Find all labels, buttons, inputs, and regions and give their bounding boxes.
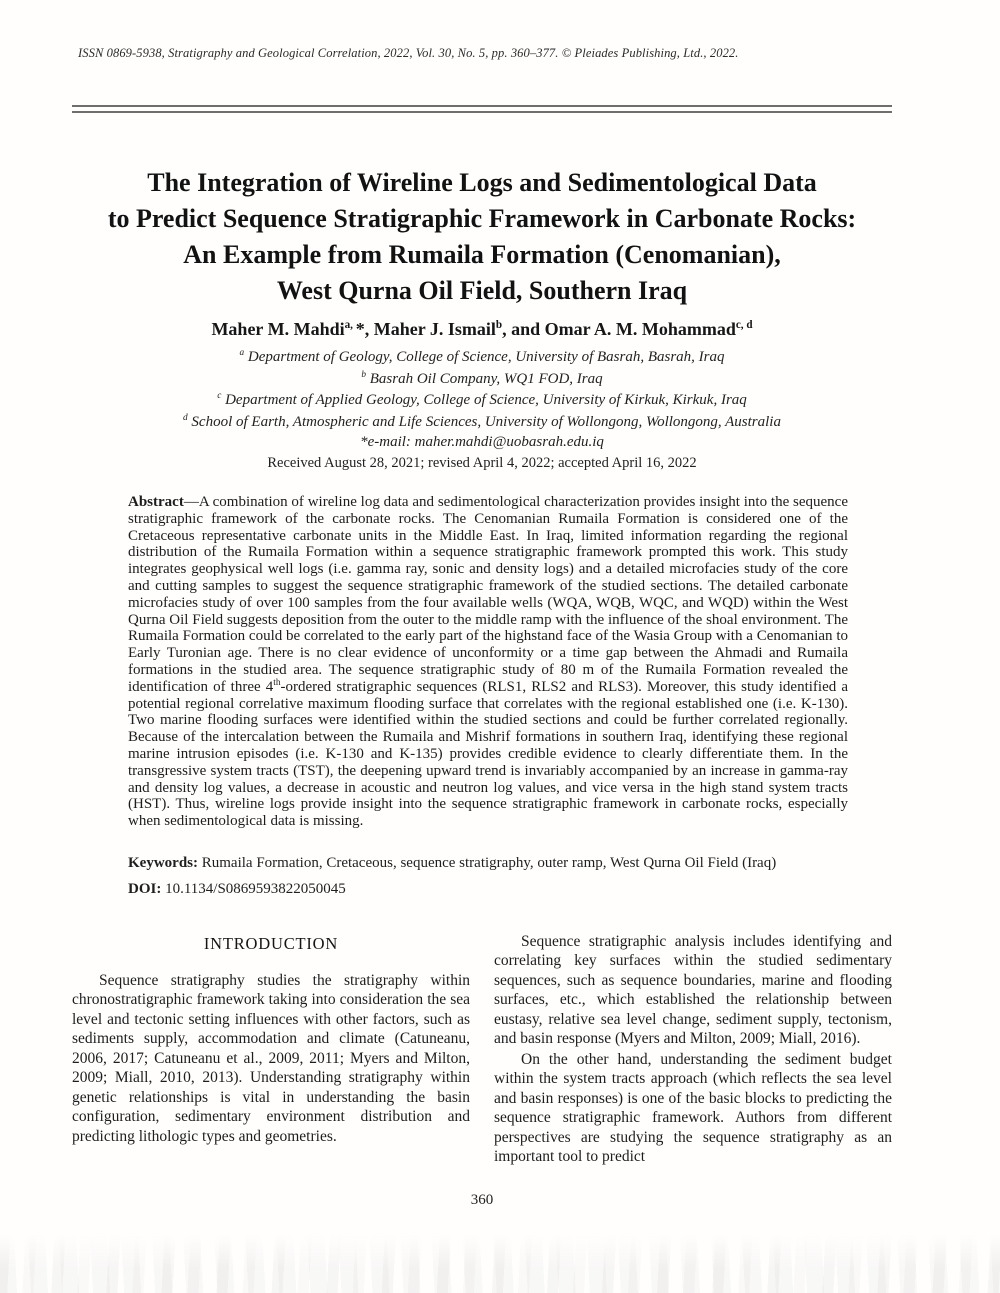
title-line-4: West Qurna Oil Field, Southern Iraq xyxy=(276,276,688,305)
affiliation-mark-b: b xyxy=(361,369,366,380)
author-2: Maher J. Ismail xyxy=(373,319,496,339)
page-content xyxy=(72,0,892,1167)
paper-title xyxy=(72,165,892,309)
author-1: Maher M. Mahdi xyxy=(211,319,345,339)
affiliation-mark-c: c xyxy=(217,391,222,401)
section-heading-introduction: INTRODUCTION xyxy=(203,933,339,953)
title-line-3: An Example from Rumaila Formation (Cenomanian), xyxy=(183,240,781,269)
journal-header-line: ISSN 0869-5938, Stratigraphy and Geological Correlation, 2022, Vol. 30, No. 5, pp. 360–377. © Pleiades Publishing, Ltd., 2022. xyxy=(78,46,739,60)
affiliation-line-b xyxy=(72,369,892,391)
body-columns xyxy=(72,932,892,1167)
email-line: *e-mail: maher.mahdi@uobasrah.edu.iq xyxy=(360,434,604,450)
author-3-affiliation-mark: c, d xyxy=(735,319,753,331)
author-separator: , xyxy=(364,319,374,339)
abstract-text-part1: —A combination of wireline log data and sedimentological characterization provides insight into the sequence stratigraphic framework of the carbonate rocks. The Cenomanian Rumaila Formation is considered one of the Cretaceous representative carbonate units in the Middle East. In Iraq, limited information regarding the regional distribution of the Rumaila Formation within a sequence stratigraphic framework prompted this work. This study integrates geophysical well logs (i.e. gamma ray, sonic and density logs) and a detailed microfacies study of the core and cutting samples to suggest the sequence stratigraphic framework of the studied sections. The detailed carbonate microfacies study of over 100 samples from the four available wells (WQA, WQB, WQC, and WQD) within the West Qurna Oil Field suggests deposition from the outer to the middle ramp with the influence of the shoal environment. The Rumaila Formation could be correlated to the early part of the highstand face of the Wasia Group with a Cenomanian to Early Turonian age. There is no clear evidence of unconformity or a time gap between the Ahmadi and Rumaila formations in the studied area. The sequence stratigraphic study of 80 m of the Rumaila Formation revealed the identification of three 4 xyxy=(128,494,848,695)
body-paragraph: Sequence stratigraphic analysis includes identifying and correlating key surfaces within the studied sedimentary sequences, such as sequence boundaries, marine and flooding surfaces, etc., which established the relationship between eustasy, relative sea level change, sediment supply, tectonism, and basin response (Myers and Milton, 2009; Miall, 2016). xyxy=(494,932,892,1048)
author-1-affiliation-mark: a, xyxy=(344,319,356,331)
keywords-text: Rumaila Formation, Cretaceous, sequence stratigraphy, outer ramp, West Qurna Oil Field (Iraq) xyxy=(198,854,777,871)
ordinal-superscript: th xyxy=(273,677,281,688)
affiliation-mark-a: a xyxy=(239,348,245,358)
affiliation-line-a xyxy=(72,347,892,369)
affiliation-text-a: Department of Geology, College of Science, University of Basrah, Basrah, Iraq xyxy=(244,349,725,365)
corresponding-author-star: * xyxy=(355,319,365,339)
affiliation-mark-d: d xyxy=(183,412,188,423)
author-3: Omar A. M. Mohammad xyxy=(544,319,736,339)
author-2-affiliation-mark: b xyxy=(495,319,503,331)
doi-line xyxy=(128,881,848,898)
affiliation-text-b: Basrah Oil Company, WQ1 FOD, Iraq xyxy=(365,370,603,387)
author-separator: , and xyxy=(502,319,545,339)
affiliation-line-c xyxy=(72,390,892,412)
affiliation-text-c: Department of Applied Geology, College of Science, University of Kirkuk, Kirkuk, Iraq xyxy=(221,392,747,408)
abstract-text-part2: -ordered stratigraphic sequences (RLS1, RLS2 and RLS3). Moreover, this study identified a potential regional correlative maximum flooding surface that correlates with the regional established one (i.e. K-130). Two marine flooding surfaces were identified within the studied sections and could be further correlated regionally. Because of the intercalation between the Rumaila and Mishrif formations in southern Iraq, identifying these regional marine intrusion episodes (i.e. K-130 and K-135) provides credible evidence to clearly differentiate them. In the transgressive system tracts (TST), the deepening upward trend is invariably accompanied by an increase in gamma-ray and density log values, a decrease in acoustic and neutron log values, and vice versa in the high stand system tracts (HST). Thus, wireline logs provide insight into the sequence stratigraphic framework in carbonate rocks, especially when sedimentological data is missing. xyxy=(128,678,848,830)
left-column xyxy=(72,932,470,1167)
keywords-line xyxy=(128,855,848,872)
received-line: Received August 28, 2021; revised April 4, 2022; accepted April 16, 2022 xyxy=(267,455,697,471)
title-line-2: to Predict Sequence Stratigraphic Framework in Carbonate Rocks: xyxy=(107,204,857,233)
scan-edge-artifact xyxy=(0,1221,1000,1293)
doi-label: DOI: xyxy=(128,880,162,897)
right-column xyxy=(494,932,892,1167)
body-paragraph: On the other hand, understanding the sediment budget within the system tracts approach (which reflects the sea level and basin responses) is one of the basic blocks to predicting the sequence stratigraphic framework. Authors from different perspectives are studying the sequence stratigraphy as an important tool to predict xyxy=(494,1050,892,1166)
abstract-label: Abstract xyxy=(128,494,184,510)
header-rule xyxy=(72,105,892,113)
keywords-label: Keywords: xyxy=(128,854,198,871)
affiliation-line-d xyxy=(72,412,892,434)
affiliation-text-d: School of Earth, Atmospheric and Life Sciences, University of Wollongong, Wollongong, Australia xyxy=(187,413,781,430)
page-number: 360 xyxy=(470,1192,494,1208)
title-line-1: The Integration of Wireline Logs and Sedimentological Data xyxy=(147,168,817,197)
body-paragraph: Sequence stratigraphy studies the stratigraphy within chronostratigraphic framework taking into consideration the sea level and tectonic setting influences with other factors, such as sediments supply, accommodation and climate (Catuneanu, 2006, 2017; Catuneanu et al., 2009, 2011; Myers and Milton, 2009; Miall, 2010, 2013). Understanding stratigraphy within genetic relationships is vital in understanding the basin configuration, sedimentary environment distribution and predicting lithologic types and geometries. xyxy=(72,971,470,1145)
affiliations-block xyxy=(72,347,892,433)
abstract-paragraph xyxy=(128,494,848,830)
doi-value: 10.1134/S0869593822050045 xyxy=(161,880,346,897)
authors-line xyxy=(72,319,892,340)
